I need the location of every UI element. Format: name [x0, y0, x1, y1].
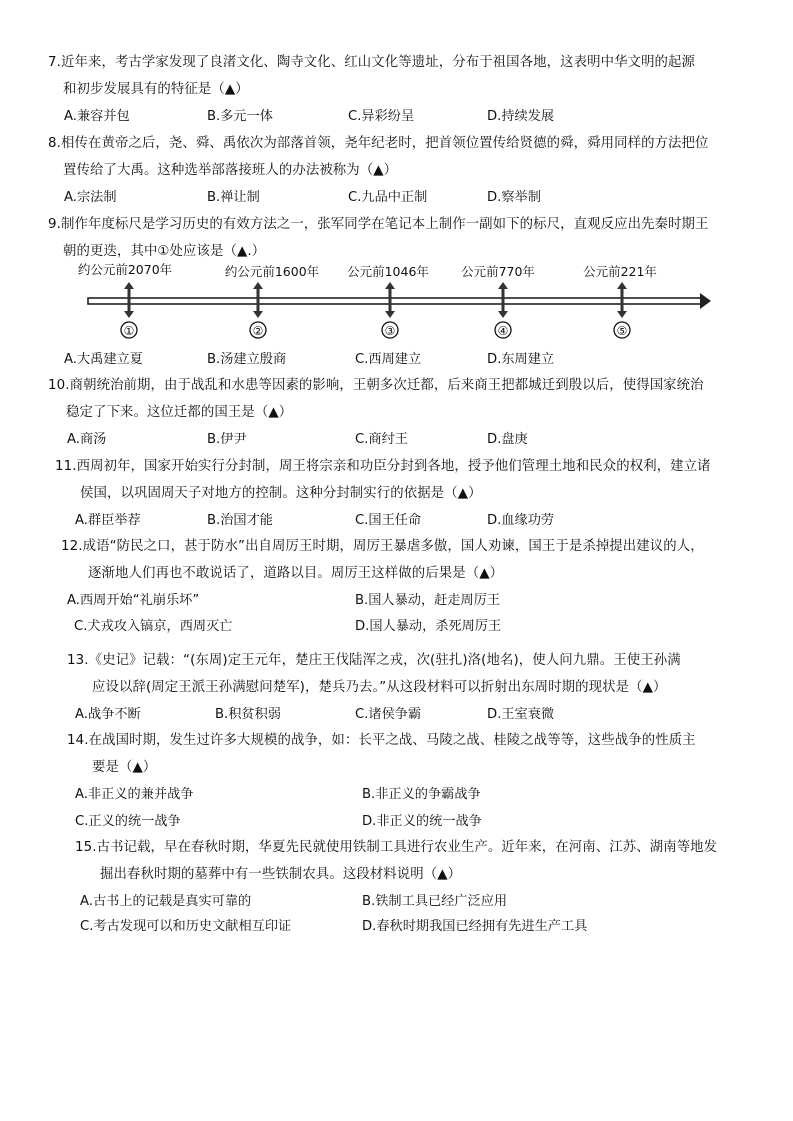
question-9-line-1: 9.制作年度标尺是学习历史的有效方法之一，张军同学在笔记本上制作一副如下的标尺，直观反应出先秦时期王: [48, 217, 709, 232]
question-13-line-1: 13.《史记》记载：“(东周)定王元年，楚庄王伐陆浑之戎，次(驻扎)洛(地名)，使人问九鼎。王使王孙满: [67, 653, 681, 668]
q8-option-d: D.察举制: [487, 190, 541, 205]
q10-option-a: A.商汤: [67, 432, 107, 447]
q11-option-a: A.群臣举荐: [75, 513, 141, 528]
question-8-line-2: 置传给了大禹。这种选举部落接班人的办法被称为（▲）: [63, 163, 398, 178]
q11-option-c: C.国王任命: [355, 513, 422, 528]
q10-option-c: C.商纣王: [355, 432, 408, 447]
q11-option-d: D.血缘功劳: [487, 513, 555, 528]
timeline-marker-1: ①: [123, 324, 135, 338]
question-11-line-2: 侯国，以巩固周天子对地方的控制。这种分封制实行的依据是（▲）: [80, 486, 482, 501]
question-15-line-2: 掘出春秋时期的墓葬中有一些铁制农具。这段材料说明（▲）: [100, 867, 462, 882]
q15-option-c: C.考古发现可以和历史文献相互印证: [80, 919, 292, 934]
q14-option-c: C.正义的统一战争: [75, 814, 181, 829]
q8-option-a: A.宗法制: [64, 190, 117, 205]
q7-option-a: A.兼容并包: [64, 109, 130, 124]
question-12-line-2: 逐渐地人们再也不敢说话了，道路以目。周厉王这样做的后果是（▲）: [88, 566, 504, 581]
timeline-marker-2: ②: [252, 324, 264, 338]
question-7-line-1: 7.近年来，考古学家发现了良渚文化、陶寺文化、红山文化等遗址，分布于祖国各地，这表明中华文明的起源: [48, 55, 696, 70]
q15-option-a: A.古书上的记载是真实可靠的: [80, 894, 252, 909]
q14-option-a: A.非正义的兼并战争: [75, 787, 194, 802]
q9-option-a: A.大禹建立夏: [64, 352, 143, 367]
q7-option-c: C.异彩纷呈: [348, 109, 415, 124]
question-13-line-2: 应设以辞(周定王派王孙满慰问楚军)，楚兵乃去。”从这段材料可以折射出东周时期的现状是（▲）: [92, 680, 667, 695]
q8-option-b: B.禅让制: [207, 190, 260, 205]
q10-option-d: D.盘庚: [487, 432, 528, 447]
timeline-ruler: [70, 258, 750, 346]
q12-option-c: C.犬戎攻入镐京，西周灭亡: [74, 619, 233, 634]
q9-option-b: B.汤建立殷商: [207, 352, 287, 367]
q12-option-b: B.国人暴动，赶走周厉王: [355, 593, 501, 608]
q13-option-a: A.战争不断: [75, 707, 141, 722]
q7-option-b: B.多元一体: [207, 109, 273, 124]
q13-option-c: C.诸侯争霸: [355, 707, 422, 722]
question-15-line-1: 15.古书记载，早在春秋时期，华夏先民就使用铁制工具进行农业生产。近年来，在河南、江苏、湖南等地发: [75, 840, 718, 855]
timeline-label-5: 公元前221年: [583, 264, 657, 279]
timeline-label-4: 公元前770年: [461, 264, 535, 279]
question-9-line-2: 朝的更迭，其中①处应该是（▲.）: [63, 244, 266, 259]
timeline-bar: [88, 298, 703, 304]
question-7-line-2: 和初步发展具有的特征是（▲）: [63, 82, 249, 97]
q14-option-d: D.非正义的统一战争: [362, 814, 482, 829]
q7-option-d: D.持续发展: [487, 109, 555, 124]
question-10-line-1: 10.商朝统治前期，由于战乱和水患等因素的影响，王朝多次迁都，后来商王把都城迁到殷以后，使得国家统治: [48, 378, 704, 393]
q9-option-d: D.东周建立: [487, 352, 555, 367]
timeline-marker-4: ④: [497, 324, 509, 338]
q15-option-d: D.春秋时期我国已经拥有先进生产工具: [362, 919, 588, 934]
question-14-line-1: 14.在战国时期，发生过许多大规模的战争，如：长平之战、马陵之战、桂陵之战等等，这些战争的性质主: [67, 733, 696, 748]
question-8-line-1: 8.相传在黄帝之后，尧、舜、禹依次为部落首领，尧年纪老时，把首领位置传给贤德的舜，舜用同样的方法把位: [48, 136, 709, 151]
q15-option-b: B.铁制工具已经广泛应用: [362, 894, 508, 909]
q13-option-d: D.王室衰微: [487, 707, 555, 722]
question-14-line-2: 要是（▲）: [92, 760, 157, 775]
timeline-label-2: 约公元前1600年: [224, 264, 320, 279]
timeline-label-1: 约公元前2070年: [77, 262, 173, 277]
question-11-line-1: 11.西周初年，国家开始实行分封制，周王将宗亲和功臣分封到各地，授予他们管理土地和民众的权利，建立诸: [55, 459, 711, 474]
q12-option-a: A.西周开始“礼崩乐坏”: [67, 593, 200, 608]
q12-option-d: D.国人暴动，杀死周厉王: [355, 619, 502, 634]
q9-option-c: C.西周建立: [355, 352, 422, 367]
question-12-line-1: 12.成语“防民之口，甚于防水”出自周厉王时期，周厉王暴虐多傲，国人劝谏，国王于是杀掉提出建议的人，: [61, 539, 704, 554]
q8-option-c: C.九品中正制: [348, 190, 428, 205]
question-10-line-2: 稳定了下来。这位迁都的国王是（▲）: [66, 405, 293, 420]
timeline-marker-3: ③: [384, 324, 396, 338]
timeline-arrow: [700, 293, 711, 309]
timeline-marker-5: ⑤: [616, 324, 628, 338]
timeline-label-3: 公元前1046年: [347, 264, 429, 279]
q14-option-b: B.非正义的争霸战争: [362, 787, 481, 802]
q13-option-b: B.积贫积弱: [215, 707, 281, 722]
q11-option-b: B.治国才能: [207, 513, 273, 528]
q10-option-b: B.伊尹: [207, 432, 247, 447]
